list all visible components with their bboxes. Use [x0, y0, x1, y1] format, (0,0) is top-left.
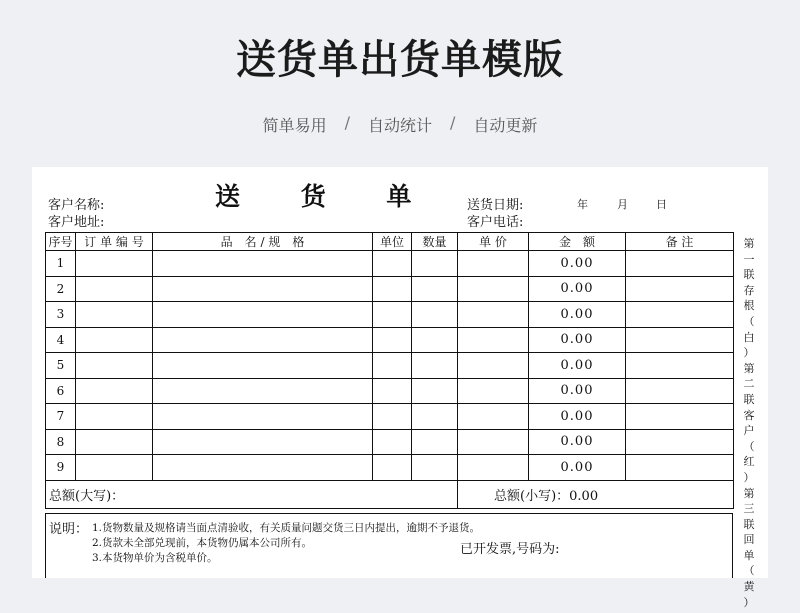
table-header-row: [46, 233, 734, 251]
row-number: 6: [46, 378, 76, 404]
order-no-cell[interactable]: [76, 353, 153, 379]
row-number: 3: [46, 302, 76, 328]
amount-cell: 0.00: [529, 327, 626, 353]
copy-char: （: [743, 314, 755, 328]
copy-char: 第: [743, 361, 755, 375]
copy-char: ）: [743, 470, 755, 484]
remarks-cell[interactable]: [626, 429, 734, 455]
remarks-cell[interactable]: [626, 276, 734, 302]
total-row: [46, 480, 734, 508]
notes-label: 说明：: [49, 522, 89, 537]
table-row: [46, 455, 734, 481]
order-no-cell[interactable]: [76, 251, 153, 277]
col-header-unit: 单位: [373, 233, 412, 251]
copy-char: 黄: [743, 580, 755, 594]
order-no-cell[interactable]: [76, 429, 153, 455]
items-table: [45, 232, 734, 509]
copy-char: 联: [743, 392, 755, 406]
table-row: [46, 378, 734, 404]
unit-cell[interactable]: [373, 429, 412, 455]
row-number: 5: [46, 353, 76, 379]
copy-char: ）: [743, 595, 755, 609]
remarks-cell[interactable]: [626, 455, 734, 481]
quantity-cell[interactable]: [412, 251, 458, 277]
total-lower-label: 总额(小写)：0.00: [458, 480, 734, 508]
quantity-cell[interactable]: [412, 327, 458, 353]
unit-cell[interactable]: [373, 378, 412, 404]
date-day: 日: [656, 198, 667, 211]
unit-price-cell[interactable]: [458, 353, 529, 379]
table-row: [46, 251, 734, 277]
amount-cell: 0.00: [529, 302, 626, 328]
customer-name-label: 客户名称:: [48, 198, 105, 213]
row-number: 8: [46, 429, 76, 455]
product-cell[interactable]: [153, 327, 373, 353]
table-row: [46, 276, 734, 302]
col-header-unit-price: 单 价: [458, 233, 529, 251]
copy-char: 联: [743, 268, 755, 282]
copy-char: 户: [743, 424, 755, 438]
date-month: 月: [617, 198, 628, 211]
row-number: 7: [46, 404, 76, 430]
amount-cell: 0.00: [529, 429, 626, 455]
copy-char: 白: [743, 330, 755, 344]
col-header-amount: 金 额: [529, 233, 626, 251]
delivery-note-sheet: [32, 167, 768, 578]
tag-separator: /: [450, 113, 456, 132]
quantity-cell[interactable]: [412, 429, 458, 455]
unit-price-cell[interactable]: [458, 378, 529, 404]
copy-legend: [735, 236, 763, 610]
table-row: [46, 404, 734, 430]
tag-easy: 简单易用: [262, 116, 327, 135]
order-no-cell[interactable]: [76, 455, 153, 481]
col-header-serial: 序号: [46, 233, 76, 251]
notes-section: [45, 513, 733, 578]
customer-phone-label: 客户电话:: [467, 215, 524, 230]
page-title: 送货单出货单模版: [236, 37, 564, 83]
product-cell[interactable]: [153, 251, 373, 277]
product-cell[interactable]: [153, 455, 373, 481]
order-no-cell[interactable]: [76, 327, 153, 353]
unit-price-cell[interactable]: [458, 251, 529, 277]
table-row: [46, 327, 734, 353]
tag-auto-update: 自动更新: [473, 116, 538, 135]
row-number: 9: [46, 455, 76, 481]
unit-cell[interactable]: [373, 327, 412, 353]
quantity-cell[interactable]: [412, 276, 458, 302]
copy-char: 一: [743, 252, 755, 266]
copy-char: 二: [743, 377, 755, 391]
copy-char: 红: [743, 455, 755, 469]
amount-cell: 0.00: [529, 353, 626, 379]
copy-char: 第: [743, 486, 755, 500]
remarks-cell[interactable]: [626, 302, 734, 328]
unit-price-cell[interactable]: [458, 429, 529, 455]
amount-cell: 0.00: [529, 251, 626, 277]
amount-cell: 0.00: [529, 276, 626, 302]
order-no-cell[interactable]: [76, 404, 153, 430]
copy-char: 联: [743, 517, 755, 531]
date-year: 年: [577, 198, 588, 211]
amount-cell: 0.00: [529, 404, 626, 430]
table-row: [46, 429, 734, 455]
remarks-cell[interactable]: [626, 353, 734, 379]
copy-char: （: [743, 564, 755, 578]
col-header-order-no: 订 单 编 号: [76, 233, 153, 251]
amount-cell: 0.00: [529, 455, 626, 481]
quantity-cell[interactable]: [412, 302, 458, 328]
product-cell[interactable]: [153, 353, 373, 379]
copy-char: 客: [743, 408, 755, 422]
unit-cell[interactable]: [373, 276, 412, 302]
note-line: 1.货物数量及规格请当面点清验收，有关质量问题交货三日内提出，逾期不予退货。: [92, 522, 481, 534]
copy-char: （: [743, 439, 755, 453]
product-cell[interactable]: [153, 276, 373, 302]
remarks-cell[interactable]: [626, 404, 734, 430]
order-no-cell[interactable]: [76, 276, 153, 302]
order-no-cell[interactable]: [76, 378, 153, 404]
unit-cell[interactable]: [373, 302, 412, 328]
unit-cell[interactable]: [373, 251, 412, 277]
unit-cell[interactable]: [373, 353, 412, 379]
unit-price-cell[interactable]: [458, 276, 529, 302]
row-number: 1: [46, 251, 76, 277]
table-row: [46, 353, 734, 379]
copy-char: 三: [743, 502, 755, 516]
row-number: 4: [46, 327, 76, 353]
quantity-cell[interactable]: [412, 378, 458, 404]
copy-char: 根: [743, 299, 755, 313]
copy-char: 回: [743, 533, 755, 547]
copy-char: 第: [743, 237, 755, 250]
quantity-cell[interactable]: [412, 353, 458, 379]
remarks-cell[interactable]: [626, 327, 734, 353]
copy-char: 单: [743, 548, 755, 562]
unit-price-cell[interactable]: [458, 302, 529, 328]
feature-tags: [0, 113, 800, 136]
invoice-number-label: 已开发票,号码为:: [460, 542, 560, 557]
note-line: 3.本货物单价为含税单价。: [92, 552, 218, 564]
remarks-cell[interactable]: [626, 378, 734, 404]
order-no-cell[interactable]: [76, 302, 153, 328]
quantity-cell[interactable]: [412, 455, 458, 481]
customer-address-label: 客户地址:: [48, 215, 105, 230]
form-title: 送 货 单: [215, 182, 438, 211]
total-upper-label: 总额(大写)：: [46, 480, 458, 508]
delivery-date-label: 送货日期:: [467, 198, 524, 213]
unit-price-cell[interactable]: [458, 327, 529, 353]
copy-char: ）: [743, 346, 755, 360]
tag-auto-stat: 自动统计: [367, 116, 432, 135]
product-cell[interactable]: [153, 429, 373, 455]
product-cell[interactable]: [153, 302, 373, 328]
unit-price-cell[interactable]: [458, 455, 529, 481]
unit-cell[interactable]: [373, 455, 412, 481]
tag-separator: /: [344, 113, 350, 132]
unit-price-cell[interactable]: [458, 404, 529, 430]
copy-char: 存: [743, 283, 755, 297]
product-cell[interactable]: [153, 404, 373, 430]
row-number: 2: [46, 276, 76, 302]
unit-cell[interactable]: [373, 404, 412, 430]
note-line: 2.货款未全部兑现前，本货物仍属本公司所有。: [92, 537, 313, 549]
remarks-cell[interactable]: [626, 251, 734, 277]
quantity-cell[interactable]: [412, 404, 458, 430]
col-header-quantity: 数量: [412, 233, 458, 251]
table-row: [46, 302, 734, 328]
col-header-product: 品 名 / 规 格: [153, 233, 373, 251]
col-header-remarks: 备 注: [626, 233, 734, 251]
product-cell[interactable]: [153, 378, 373, 404]
amount-cell: 0.00: [529, 378, 626, 404]
